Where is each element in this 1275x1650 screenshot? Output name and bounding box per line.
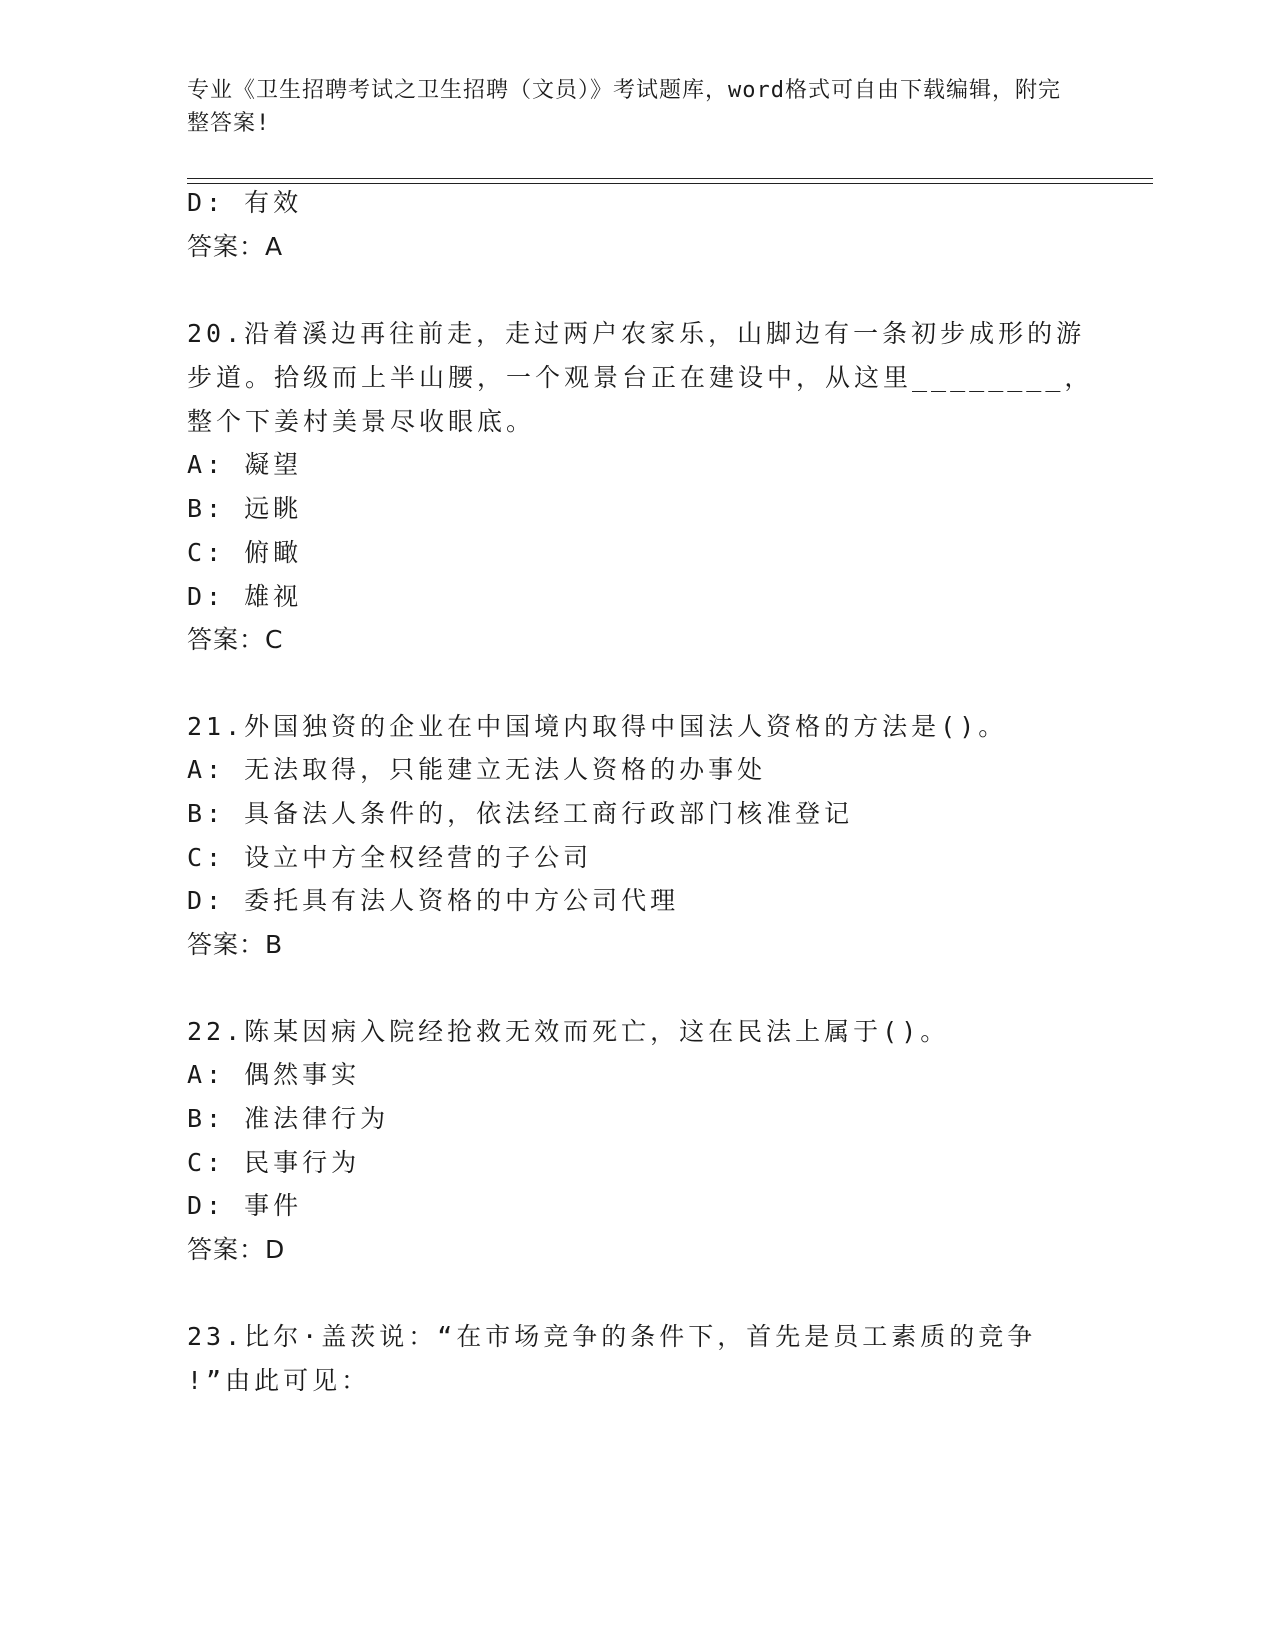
- q21-stem-line-1: 21.外国独资的企业在中国境内取得中国法人资格的方法是()。: [187, 712, 1008, 741]
- q21-option-a: A: 无法取得，只能建立无法人资格的办事处: [187, 755, 767, 784]
- q21-option-d: D: 委托具有法人资格的中方公司代理: [187, 886, 680, 915]
- q21-option-b: B: 具备法人条件的，依法经工商行政部门核准登记: [187, 799, 854, 828]
- q22-option-d: D: 事件: [187, 1191, 303, 1220]
- q22-option-a: A: 偶然事实: [187, 1060, 361, 1089]
- q23-stem-line-1: 23.比尔·盖茨说：“在市场竞争的条件下，首先是员工素质的竞争: [187, 1322, 1037, 1351]
- prev-option-d: D: 有效: [187, 188, 303, 217]
- q21-option-c: C: 设立中方全权经营的子公司: [187, 843, 593, 872]
- header-divider-bottom: [187, 183, 1153, 184]
- q20-option-a: A: 凝望: [187, 450, 303, 479]
- q20-stem-line-2: 步道。拾级而上半山腰，一个观景台正在建设中，从这里________，: [187, 363, 1094, 392]
- q20-answer: 答案：C: [187, 625, 284, 654]
- q20-stem-line-1: 20.沿着溪边再往前走，走过两户农家乐，山脚边有一条初步成形的游: [187, 319, 1086, 348]
- q20-stem-line-3: 整个下姜村美景尽收眼底。: [187, 407, 536, 436]
- q20-option-c: C: 俯瞰: [187, 538, 303, 567]
- q22-answer: 答案：D: [187, 1235, 286, 1264]
- q20-option-b: B: 远眺: [187, 494, 303, 523]
- header-divider-top: [187, 178, 1153, 179]
- q23-stem-line-2: !”由此可见：: [187, 1366, 371, 1395]
- document-header: 专业《卫生招聘考试之卫生招聘（文员）》考试题库，word格式可自由下载编辑，附完整答案!: [187, 78, 1061, 136]
- q21-answer: 答案：B: [187, 930, 284, 959]
- q22-option-c: C: 民事行为: [187, 1148, 361, 1177]
- q20-option-d: D: 雄视: [187, 582, 303, 611]
- q22-stem-line-1: 22.陈某因病入院经抢救无效而死亡，这在民法上属于()。: [187, 1017, 950, 1046]
- prev-answer: 答案：A: [187, 232, 284, 261]
- q22-option-b: B: 准法律行为: [187, 1104, 390, 1133]
